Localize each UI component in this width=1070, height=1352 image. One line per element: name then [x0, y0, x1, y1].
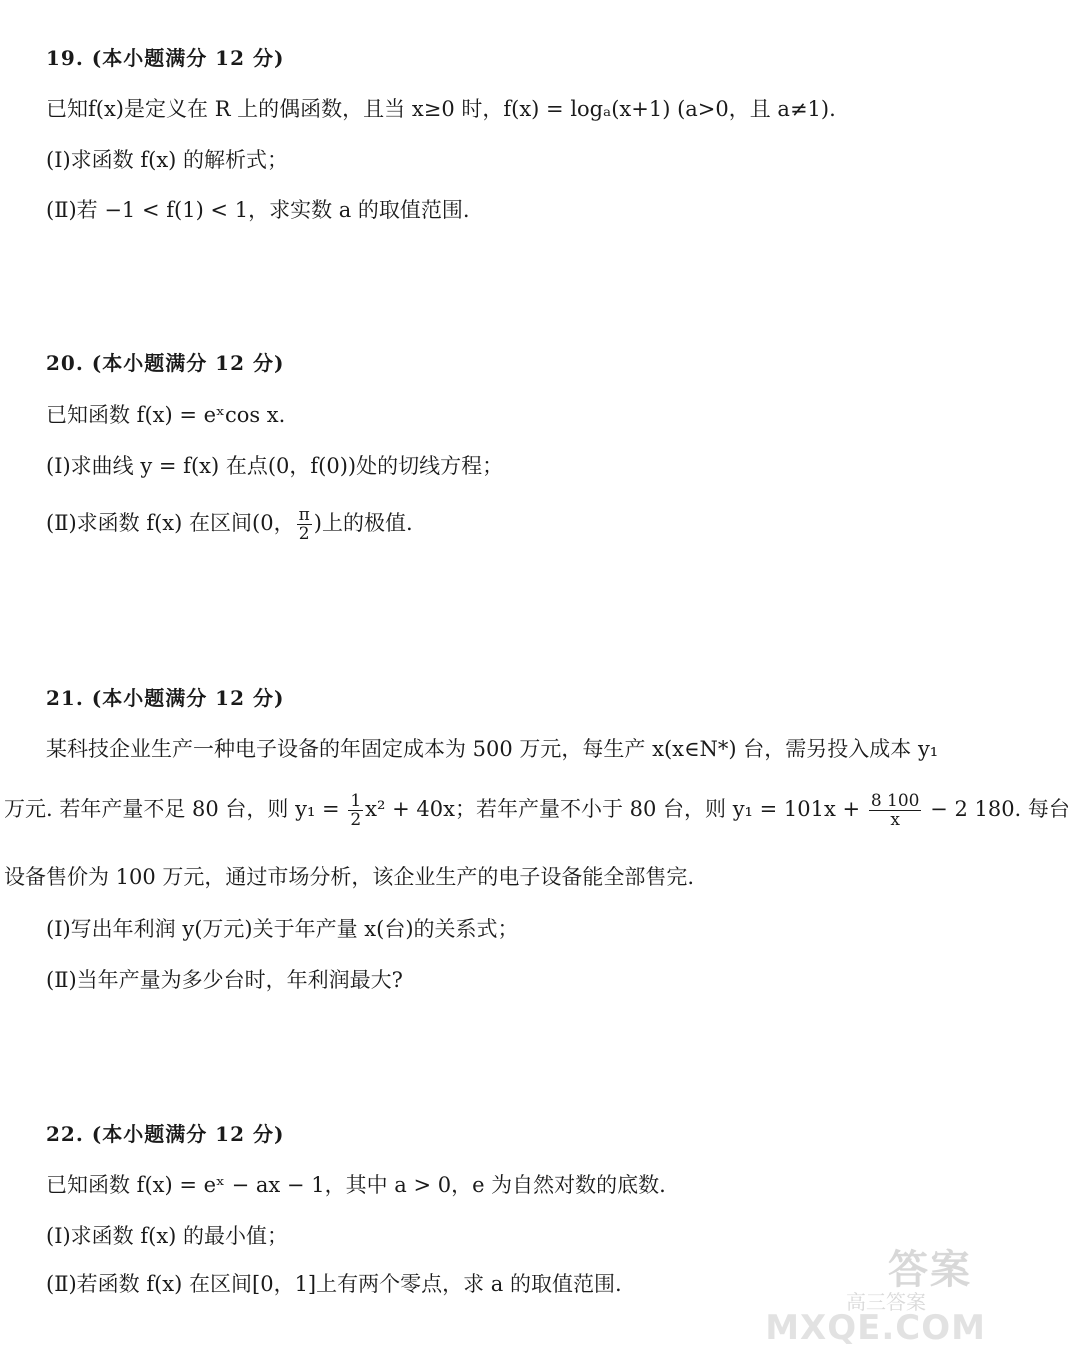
q21-line1: 某科技企业生产一种电子设备的年固定成本为 500 万元，每生产 x(x∈N*) 台，需另投入成本 y₁	[46, 737, 939, 761]
watermark-top-text: 答案	[888, 1247, 972, 1293]
q21-line2	[4, 791, 1070, 830]
q21-line2-b: x² + 40x；若年产量不小于 80 台，则 y₁ = 101x +	[365, 797, 861, 821]
q20-fraction-num: π	[298, 505, 310, 525]
q21-line2-a: 万元. 若年产量不足 80 台，则 y₁ =	[4, 797, 340, 821]
q22-heading: 22. (本小题满分 12 分)	[46, 1122, 285, 1146]
q21-part2: (Ⅱ)当年产量为多少台时，年利润最大?	[46, 968, 403, 992]
q21-fraction-8100-den: x	[890, 810, 900, 830]
q19-stem-a: 已知	[46, 97, 88, 121]
q20-part2-before: (Ⅱ)求函数 f(x) 在区间(0，	[46, 511, 295, 535]
q19-stem-cond: x≥0	[411, 97, 455, 121]
q21-part1: (Ⅰ)写出年利润 y(万元)关于年产量 x(台)的关系式；	[46, 917, 519, 941]
q21-fraction-8100	[869, 792, 922, 829]
q20-part2-after: )上的极值.	[313, 511, 413, 535]
watermark-url: MXQE.COM	[765, 1308, 986, 1348]
q22-part1: (Ⅰ)求函数 f(x) 的最小值；	[46, 1224, 289, 1248]
q20-fraction	[297, 506, 312, 543]
q20-stem: 已知函数 f(x) = eˣcos x.	[46, 403, 286, 427]
q22-stem: 已知函数 f(x) = eˣ − ax − 1，其中 a > 0，e 为自然对数的底数.	[46, 1173, 666, 1197]
q19-stem-c: 时，	[461, 97, 504, 121]
q21-fraction-half-den: 2	[350, 810, 362, 830]
q22-part2: (Ⅱ)若函数 f(x) 在区间[0，1]上有两个零点，求 a 的取值范围.	[46, 1272, 622, 1296]
q19-stem-eq: f(x) = logₐ(x+1) (a>0，且 a≠1).	[503, 97, 836, 121]
q20-heading: 20. (本小题满分 12 分)	[46, 351, 285, 375]
watermark-mid-text: 高三答案	[846, 1290, 926, 1314]
q21-fraction-half	[348, 792, 363, 829]
q20-fraction-den: 2	[298, 524, 310, 544]
q19-stem-b: 是定义在 R 上的偶函数，且当	[124, 97, 406, 121]
q21-line2-c: − 2 180. 每台	[930, 797, 1070, 821]
q21-line3: 设备售价为 100 万元，通过市场分析，该企业生产的电子设备能全部售完.	[4, 865, 695, 889]
q20-part1: (Ⅰ)求曲线 y = f(x) 在点(0，f(0))处的切线方程；	[46, 454, 504, 478]
q21-heading: 21. (本小题满分 12 分)	[46, 686, 285, 710]
q20-part2	[46, 506, 990, 543]
q19-part2: (Ⅱ)若 −1 < f(1) < 1，求实数 a 的取值范围.	[46, 198, 470, 222]
q21-fraction-half-num: 1	[350, 791, 362, 811]
q19-stem	[46, 95, 990, 123]
q21-fraction-8100-num: 8 100	[870, 791, 920, 811]
q19-part1: (Ⅰ)求函数 f(x) 的解析式；	[46, 148, 289, 172]
q19-heading: 19. (本小题满分 12 分)	[46, 46, 285, 70]
q19-stem-f: f(x)	[88, 97, 125, 121]
